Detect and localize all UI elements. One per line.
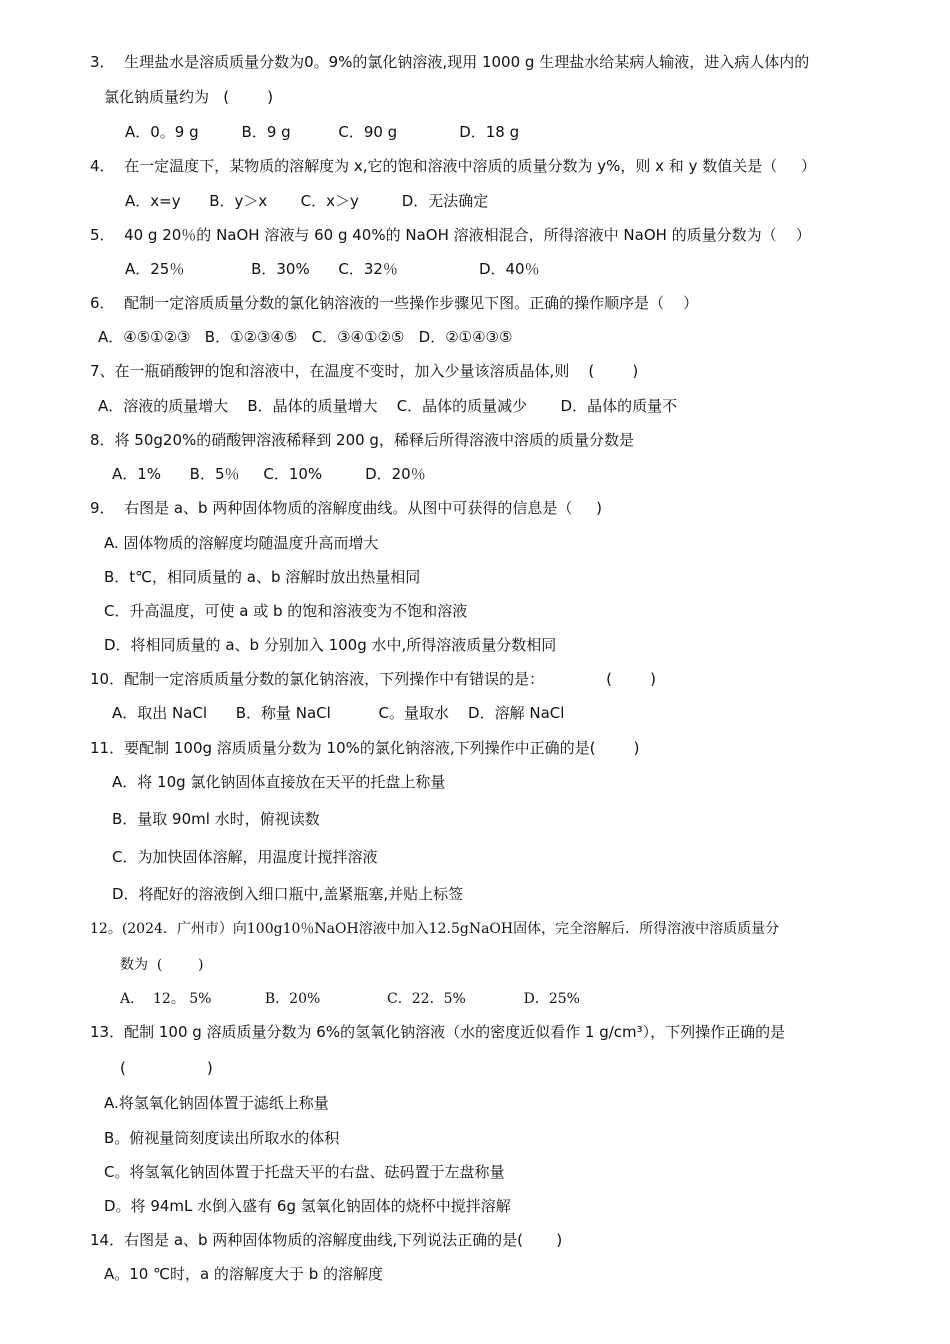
question-6-stem: 6． 配制一定溶质质量分数的氯化钠溶液的一些操作步骤见下图。正确的操作顺序是（ ）	[90, 294, 699, 312]
question-12-stem: 12。(2024．广州市）向100g10％NaOH溶液中加入12.5gNaOH固体，完全溶解后．所得溶液中溶质质量分	[90, 921, 780, 937]
question-9-stem: 9． 右图是 a、b 两种固体物质的溶解度曲线。从图中可获得的信息是（ )	[90, 499, 603, 517]
question-3-stem: 3． 生理盐水是溶质质量分数为0。9%的氯化钠溶液,现用 1000 g 生理盐水给某病人输液，进入病人体内的	[90, 53, 810, 71]
question-3-options: A．0。9 g B．9 g C．90 g D．18 g	[125, 123, 520, 141]
question-3-stem-cont: 氯化钠质量约为 ( )	[104, 88, 274, 106]
question-13-option-d: D。将 94mL 水倒入盛有 6g 氢氧化钠固体的烧杯中搅拌溶解	[104, 1197, 511, 1215]
question-9-option-c: C．升高温度，可使 a 或 b 的饱和溶液变为不饱和溶液	[104, 602, 468, 620]
question-10-options: A．取出 NaCl B．称量 NaCl C。量取水 D．溶解 NaCl	[112, 704, 565, 722]
question-7-options: A．溶液的质量增大 B．晶体的质量增大 C．晶体的质量减少 D．晶体的质量不	[98, 397, 678, 415]
question-8-options: A．1% B．5％ C．10% D．20％	[112, 465, 426, 483]
question-4-stem: 4． 在一定温度下，某物质的溶解度为 x,它的饱和溶液中溶质的质量分数为 y%，则 x 和 y 数值关是（ ）	[90, 157, 817, 175]
question-11-option-c: C．为加快固体溶解，用温度计搅拌溶液	[112, 848, 378, 866]
question-13-option-c: C。将氢氧化钠固体置于托盘天平的右盘、砝码置于左盘称量	[104, 1163, 505, 1181]
question-11-option-d: D．将配好的溶液倒入细口瓶中,盖紧瓶塞,并贴上标签	[112, 885, 464, 903]
question-4-options: A．x=y B．y＞x C．x＞y D．无法确定	[125, 192, 489, 210]
question-5-options: A．25％ B．30% C．32％ D．40％	[125, 260, 540, 278]
question-9-option-a: A. 固体物质的溶解度均随温度升高而增大	[104, 534, 379, 552]
question-13-option-b: B。俯视量筒刻度读出所取水的体积	[104, 1129, 340, 1147]
question-12-options: A． 12。 5% B．20% C．22．5% D．25%	[120, 991, 580, 1007]
question-13-blank: ( )	[120, 1059, 213, 1077]
question-13-option-a: A.将氢氧化钠固体置于滤纸上称量	[104, 1094, 329, 1112]
question-10-stem: 10．配制一定溶质质量分数的氯化钠溶液，下列操作中有错误的是： ( )	[90, 670, 656, 688]
question-13-stem: 13．配制 100 g 溶质质量分数为 6%的氢氧化钠溶液（水的密度近似看作 1 g/cm³），下列操作正确的是	[90, 1023, 786, 1041]
question-9-option-b: B．t℃，相同质量的 a、b 溶解时放出热量相同	[104, 568, 421, 586]
question-14-option-a: A。10 ℃时，a 的溶解度大于 b 的溶解度	[104, 1265, 383, 1283]
question-6-options: A．④⑤①②③ B．①②③④⑤ C．③④①②⑤ D．②①④③⑤	[98, 328, 513, 346]
question-14-stem: 14．右图是 a、b 两种固体物质的溶解度曲线,下列说法正确的是( )	[90, 1231, 563, 1249]
question-5-stem: 5． 40 g 20％的 NaOH 溶液与 60 g 40%的 NaOH 溶液相混合，所得溶液中 NaOH 的质量分数为（ ）	[90, 226, 811, 244]
question-11-stem: 11．要配制 100g 溶质质量分数为 10%的氯化钠溶液,下列操作中正确的是( )	[90, 739, 640, 757]
question-12-stem-cont: 数为 ( )	[120, 957, 204, 973]
question-11-option-a: A．将 10g 氯化钠固体直接放在天平的托盘上称量	[112, 773, 446, 791]
question-8-stem: 8．将 50g20%的硝酸钾溶液稀释到 200 g，稀释后所得溶液中溶质的质量分数是	[90, 431, 634, 449]
question-9-option-d: D．将相同质量的 a、b 分别加入 100g 水中,所得溶液质量分数相同	[104, 636, 557, 654]
question-7-stem: 7、在一瓶硝酸钾的饱和溶液中，在温度不变时，加入少量该溶质晶体,则 ( )	[90, 362, 639, 380]
question-11-option-b: B．量取 90ml 水时，俯视读数	[112, 810, 320, 828]
